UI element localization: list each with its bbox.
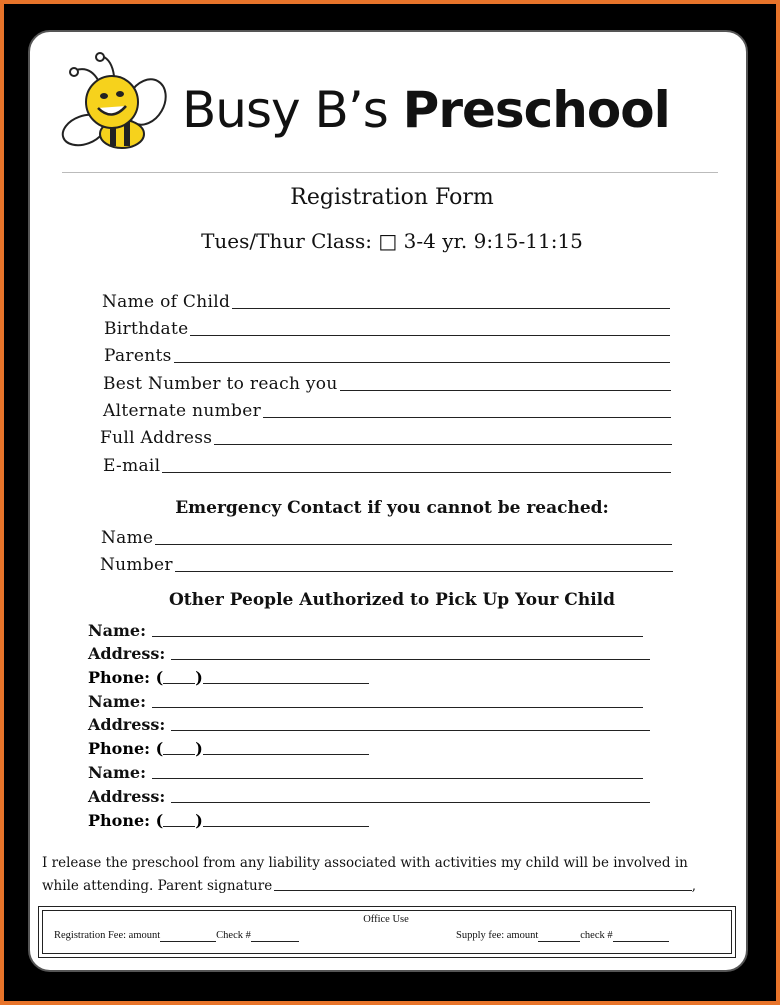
field-alternate-number[interactable]: Alternate number [103,399,671,421]
field-emergency-number[interactable]: Number [100,553,673,575]
class-line: Tues/Thur Class: □ 3-4 yr. 9:15-11:15 [201,229,583,253]
header-divider [62,172,718,173]
emergency-heading: Emergency Contact if you cannot be reached: [175,498,609,518]
release-text-1: I release the preschool from any liability associated with activities my child will be involved in [42,855,688,871]
pickup-name-2[interactable]: Name: [88,689,643,711]
title-light: Busy B’s [182,81,403,139]
supply-fee[interactable]: Supply fee: amount check # [456,930,669,942]
title-bold: Preschool [402,81,670,139]
pickup-address-3[interactable]: Address: [88,784,650,806]
office-use-title: Office Use [363,914,409,925]
pickup-name-1[interactable]: Name: [88,618,643,640]
bee-icon [54,52,170,152]
school-title [182,80,670,140]
pickup-phone-1[interactable]: Phone: ( ) [88,665,369,687]
registration-fee[interactable]: Registration Fee: amount Check # [54,930,299,942]
release-signature[interactable]: while attending. Parent signature , [42,878,696,894]
field-name-of-child[interactable]: Name of Child [102,290,670,312]
pickup-heading: Other People Authorized to Pick Up Your Child [168,590,616,610]
signature-line[interactable] [274,890,692,891]
field-emergency-name[interactable]: Name [101,526,672,548]
pickup-address-1[interactable]: Address: [88,641,650,663]
pickup-phone-2[interactable]: Phone: ( ) [88,736,369,758]
form-title: Registration Form [290,185,494,210]
field-email[interactable]: E-mail [103,454,671,476]
pickup-name-3[interactable]: Name: [88,760,643,782]
field-parents[interactable]: Parents [104,344,670,366]
field-full-address[interactable]: Full Address [100,426,672,448]
pickup-phone-3[interactable]: Phone: ( ) [88,808,369,830]
field-birthdate[interactable]: Birthdate [104,317,670,339]
field-best-number[interactable]: Best Number to reach you [103,372,671,394]
pickup-address-2[interactable]: Address: [88,712,650,734]
